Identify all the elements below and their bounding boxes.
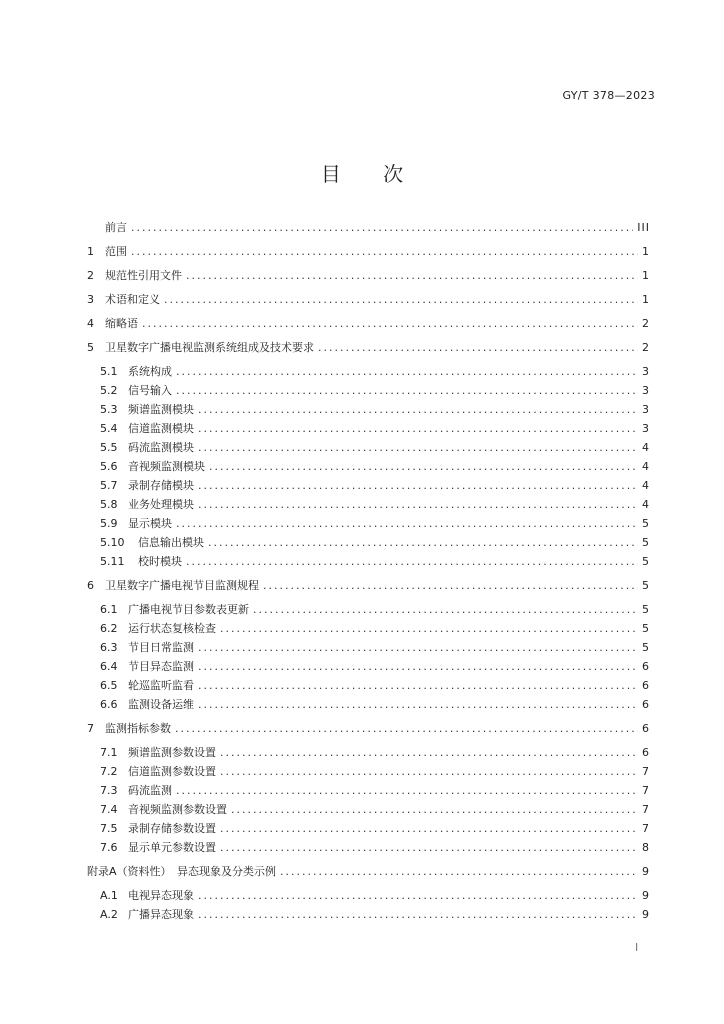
toc-entry[interactable] [87, 338, 650, 357]
toc-entry-page: 3 [642, 422, 650, 435]
toc-entry-page: 4 [642, 498, 650, 511]
toc-entry-label: 广播异态现象 [128, 908, 194, 921]
toc-entry[interactable] [87, 314, 650, 333]
toc-entry[interactable] [87, 838, 650, 857]
toc-entry[interactable] [87, 886, 650, 905]
toc-leader-dots [198, 905, 638, 924]
toc-leader-dots [198, 657, 638, 676]
toc-entry-number: 5.1 [100, 365, 118, 378]
toc-entry-label: 音视频监测参数设置 [128, 803, 227, 816]
toc-leader-dots [208, 533, 638, 552]
toc-entry-number: 6.4 [100, 660, 118, 673]
toc-entry[interactable] [87, 819, 650, 838]
toc-entry-page: 4 [642, 460, 650, 473]
toc-entry-number: 5.7 [100, 479, 118, 492]
toc-entry-page: 7 [642, 765, 650, 778]
toc-entry-number: A.1 [100, 889, 118, 902]
toc-leader-dots [220, 819, 638, 838]
toc-entry-label: 频谱监测模块 [128, 403, 194, 416]
toc-leader-dots [198, 495, 638, 514]
toc-entry[interactable] [87, 600, 650, 619]
toc-entry[interactable] [87, 495, 650, 514]
toc-entry-label: 缩略语 [105, 317, 138, 330]
toc-entry[interactable] [87, 514, 650, 533]
toc-entry-number: 5.4 [100, 422, 118, 435]
toc-entry-label: 节目异态监测 [128, 660, 194, 673]
toc-entry-page: 9 [642, 865, 650, 878]
toc-entry-page: 3 [642, 384, 650, 397]
toc-leader-dots [263, 576, 638, 595]
toc-entry-label: 码流监测 [128, 784, 172, 797]
toc-entry-page: 5 [642, 536, 650, 549]
toc-entry-number: 5 [87, 341, 94, 354]
toc-leader-dots [318, 338, 638, 357]
toc-entry-label: 前言 [105, 221, 127, 234]
toc-entry-page: 5 [642, 579, 650, 592]
toc-entry-label: 信道监测模块 [128, 422, 194, 435]
toc-leader-dots [220, 762, 638, 781]
toc-entry[interactable] [87, 762, 650, 781]
toc-entry[interactable] [87, 476, 650, 495]
toc-entry[interactable] [87, 657, 650, 676]
toc-entry-label: 系统构成 [128, 365, 172, 378]
toc-entry-label: 录制存储参数设置 [128, 822, 216, 835]
toc-entry[interactable] [87, 576, 650, 595]
toc-leader-dots [220, 619, 638, 638]
toc-entry-page: 2 [642, 341, 650, 354]
toc-entry-label: 码流监测模块 [128, 441, 194, 454]
toc-leader-dots [176, 514, 638, 533]
toc-leader-dots [280, 862, 638, 881]
toc-entry-label: 规范性引用文件 [105, 269, 182, 282]
toc-entry-number: 5.2 [100, 384, 118, 397]
toc-leader-dots [253, 600, 638, 619]
toc-entry-page: 7 [642, 784, 650, 797]
toc-entry-number: 7.1 [100, 746, 118, 759]
toc-entry-label: 录制存储模块 [128, 479, 194, 492]
toc-entry-page: 5 [642, 555, 650, 568]
toc-entry-page: 2 [642, 317, 650, 330]
toc-entry-page: 7 [642, 822, 650, 835]
toc-entry-page: 6 [642, 746, 650, 759]
toc-entry[interactable] [87, 905, 650, 924]
toc-leader-dots [198, 476, 638, 495]
toc-entry-number: 1 [87, 245, 94, 258]
toc-entry-number: 7.3 [100, 784, 118, 797]
toc-entry[interactable] [87, 400, 650, 419]
toc-leader-dots [175, 719, 638, 738]
toc-entry-page: 7 [642, 803, 650, 816]
toc-entry-page: 9 [642, 908, 650, 921]
toc-entry-page: 3 [642, 365, 650, 378]
toc-entry-number: 3 [87, 293, 94, 306]
toc-entry[interactable] [87, 419, 650, 438]
toc-entry[interactable] [87, 862, 650, 881]
toc-entry-number: 7.6 [100, 841, 118, 854]
toc-entry[interactable] [87, 719, 650, 738]
toc-entry-page: 5 [642, 517, 650, 530]
toc-entry-label: 显示模块 [128, 517, 172, 530]
toc-entry-number: 6.6 [100, 698, 118, 711]
toc-entry-page: 6 [642, 722, 650, 735]
toc-entry-label: 音视频监测模块 [128, 460, 205, 473]
toc-entry-number: 7.4 [100, 803, 118, 816]
toc-entry-label: 运行状态复核检查 [128, 622, 216, 635]
toc-entry-page: 3 [642, 403, 650, 416]
toc-entry-number: 2 [87, 269, 94, 282]
toc-entry-label: 信号输入 [128, 384, 172, 397]
toc-entry[interactable] [87, 438, 650, 457]
toc-leader-dots [131, 242, 638, 261]
toc-leader-dots [198, 676, 638, 695]
toc-entry-number: 5.6 [100, 460, 118, 473]
toc-entry-label: 范围 [105, 245, 127, 258]
toc-entry-number: 7.2 [100, 765, 118, 778]
toc-entry[interactable] [87, 638, 650, 657]
toc-entry-label: 卫星数字广播电视节目监测规程 [105, 579, 259, 592]
toc-entry-label: 广播电视节目参数表更新 [128, 603, 249, 616]
toc-entry-label: 卫星数字广播电视监测系统组成及技术要求 [105, 341, 314, 354]
toc-entry-label: 校时模块 [138, 555, 182, 568]
toc-entry-number: 5.11 [100, 555, 125, 568]
toc-entry-label: 频谱监测参数设置 [128, 746, 216, 759]
toc-leader-dots [186, 552, 638, 571]
toc-entry-number: 5.8 [100, 498, 118, 511]
toc-entry-label: 监测设备运维 [128, 698, 194, 711]
toc-entry-page: 6 [642, 660, 650, 673]
toc-entry-number: 6.5 [100, 679, 118, 692]
toc-leader-dots [198, 886, 638, 905]
toc-leader-dots [176, 381, 638, 400]
toc-leader-dots [231, 800, 638, 819]
toc-entry-page: III [637, 221, 650, 234]
toc-entry[interactable] [87, 781, 650, 800]
toc-leader-dots [198, 638, 638, 657]
toc-entry-number: 6.3 [100, 641, 118, 654]
toc-leader-dots [164, 290, 638, 309]
toc-entry-label: 轮巡监听监看 [128, 679, 194, 692]
toc-entry[interactable] [87, 533, 650, 552]
toc-entry-page: 9 [642, 889, 650, 902]
toc-leader-dots [220, 838, 638, 857]
toc-entry-number: 7 [87, 722, 94, 735]
toc-entry-page: 5 [642, 622, 650, 635]
toc-entry[interactable] [87, 242, 650, 261]
table-of-contents [87, 218, 650, 924]
toc-leader-dots [142, 314, 638, 333]
toc-entry-label: 节目日常监测 [128, 641, 194, 654]
toc-leader-dots [220, 743, 638, 762]
toc-entry-page: 1 [642, 293, 650, 306]
toc-entry-number: 5.3 [100, 403, 118, 416]
toc-entry[interactable] [87, 266, 650, 285]
toc-entry-page: 6 [642, 698, 650, 711]
toc-entry-number: 5.10 [100, 536, 125, 549]
toc-entry[interactable] [87, 362, 650, 381]
toc-entry[interactable] [87, 381, 650, 400]
toc-entry-label: 监测指标参数 [105, 722, 171, 735]
toc-entry-label: 显示单元参数设置 [128, 841, 216, 854]
toc-leader-dots [176, 781, 638, 800]
toc-entry[interactable] [87, 290, 650, 309]
toc-leader-dots [186, 266, 638, 285]
toc-entry[interactable] [87, 695, 650, 714]
toc-entry-number: 6.1 [100, 603, 118, 616]
toc-entry[interactable] [87, 743, 650, 762]
toc-entry-label: 附录A（资料性） 异态现象及分类示例 [87, 865, 277, 878]
toc-entry-number: 6 [87, 579, 94, 592]
toc-entry-page: 1 [642, 245, 650, 258]
toc-entry-label: 业务处理模块 [128, 498, 194, 511]
toc-leader-dots [198, 438, 638, 457]
toc-entry-number: 4 [87, 317, 94, 330]
toc-entry-label: 电视异态现象 [128, 889, 194, 902]
toc-entry-label: 信道监测参数设置 [128, 765, 216, 778]
toc-entry-number: 7.5 [100, 822, 118, 835]
toc-entry[interactable] [87, 218, 650, 237]
toc-entry[interactable] [87, 800, 650, 819]
toc-entry[interactable] [87, 552, 650, 571]
toc-title: 目 次 [320, 162, 422, 186]
toc-leader-dots [131, 218, 633, 237]
toc-leader-dots [176, 362, 638, 381]
toc-leader-dots [198, 400, 638, 419]
toc-entry-number: 6.2 [100, 622, 118, 635]
toc-entry-page: 4 [642, 441, 650, 454]
toc-entry-page: 6 [642, 679, 650, 692]
toc-entry-label: 信息输出模块 [138, 536, 204, 549]
toc-entry[interactable] [87, 457, 650, 476]
toc-entry-number: A.2 [100, 908, 118, 921]
toc-entry[interactable] [87, 619, 650, 638]
footer-page-number: I [635, 941, 639, 954]
toc-entry-label: 术语和定义 [105, 293, 160, 306]
toc-entry-page: 1 [642, 269, 650, 282]
toc-entry-page: 8 [642, 841, 650, 854]
toc-entry-page: 5 [642, 641, 650, 654]
toc-leader-dots [209, 457, 638, 476]
standard-code: GY/T 378—2023 [562, 89, 655, 102]
toc-entry-number: 5.9 [100, 517, 118, 530]
toc-entry-page: 5 [642, 603, 650, 616]
toc-entry[interactable] [87, 676, 650, 695]
toc-leader-dots [198, 419, 638, 438]
toc-leader-dots [198, 695, 638, 714]
toc-entry-page: 4 [642, 479, 650, 492]
toc-entry-number: 5.5 [100, 441, 118, 454]
